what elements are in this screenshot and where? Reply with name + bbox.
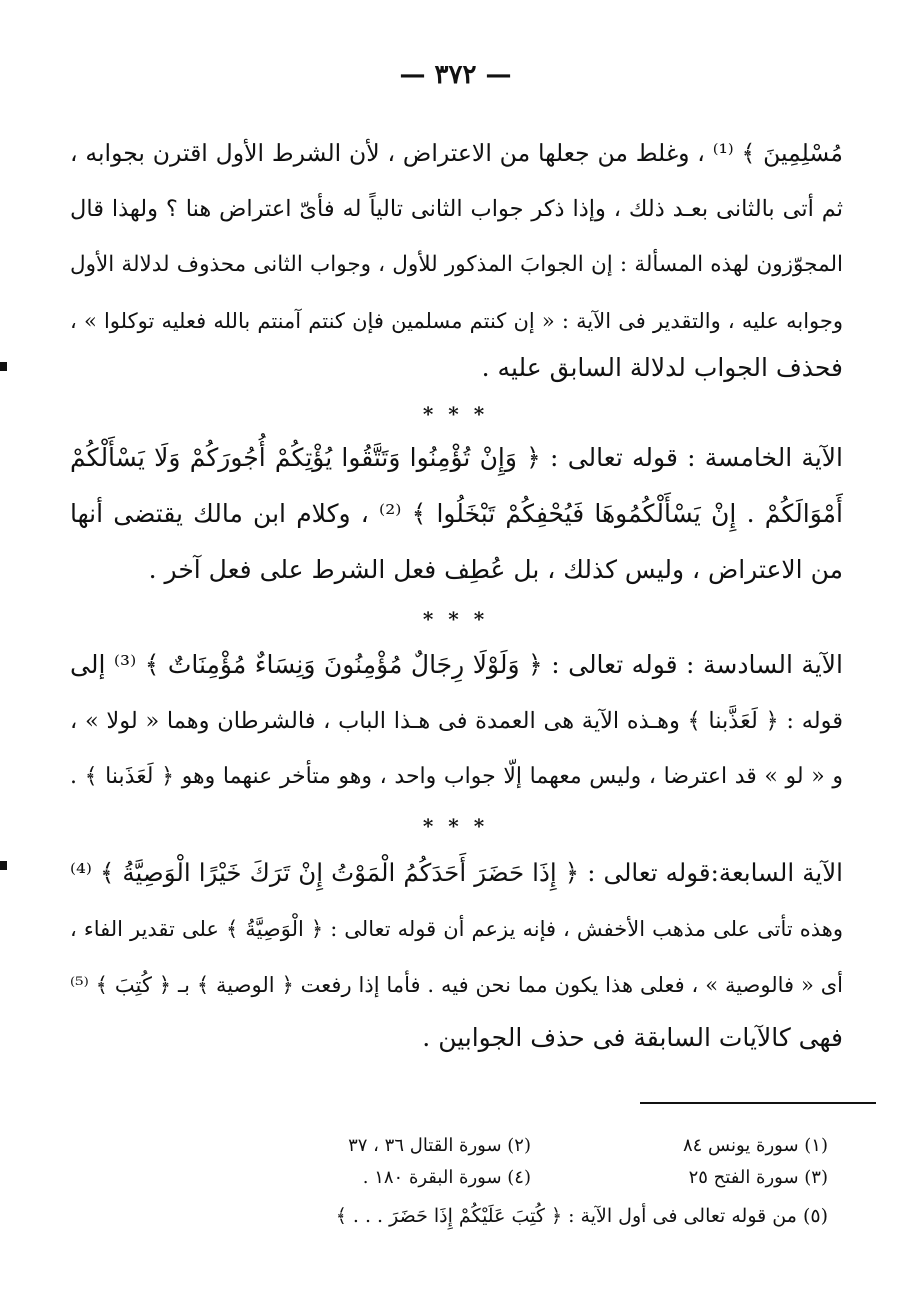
section-separator-3: * * * (422, 814, 489, 838)
text-line-9: الآية السادسة : قوله تعالى : ﴿ وَلَوْلَا رِجَالٌ مُؤْمِنُونَ وَنِسَاءٌ مُؤْمِنَاتٌ ﴾ ⁽³⁾ إلى (70, 650, 843, 679)
section-separator-1: * * * (422, 402, 489, 426)
text-line-8: من الاعتراض ، وليس كذلك ، بل عُطِف فعل الشرط على فعل آخر . (148, 555, 843, 584)
footnote-4: (٤) سورة البقرة ١٨٠ . (362, 1167, 531, 1188)
text-line-7: أَمْوَالَكُمْ . إِنْ يَسْأَلْكُمُوهَا فَيُحْفِكُمْ تَبْخَلُوا ﴾ ⁽²⁾ ، وكلام ابن مالك يقتضى أنها (70, 499, 843, 528)
text-line-11: و « لو » قد اعترضا ، وليس معهما إلّا جواب واحد ، وهو متأخر عنهما وهو ﴿ لَعَذَبنا ﴾ . (70, 764, 843, 789)
section-separator-2: * * * (422, 607, 489, 631)
text-line-5: فحذف الجواب لدلالة السابق عليه . (481, 353, 843, 382)
text-line-4: وجوابه عليه ، والتقدير فى الآية : « إن كنتم مسلمين فإن كنتم آمنتم بالله فعليه توكلوا » ، (70, 309, 843, 333)
footnote-1: (١) سورة يونس ٨٤ (682, 1135, 828, 1156)
text-line-13: وهذه تأتى على مذهب الأخفش ، فإنه يزعم أن قوله تعالى : ﴿ الْوَصِيَّةُ ﴾ على تقدير الفاء ، (70, 917, 843, 941)
text-line-6: الآية الخامسة : قوله تعالى : ﴿ وَإِنْ تُؤْمِنُوا وَتَتَّقُوا يُؤْتِكُمْ أُجُورَكُمْ وَلَا يَسْأَلْكُمْ (70, 443, 843, 472)
footnote-5: (٥) من قوله تعالى فى أول الآية : ﴿ كُتِبَ عَلَيْكُمْ إِذَا حَضَرَ . . . ﴾ (335, 1205, 828, 1227)
text-line-3: المجوّزون لهذه المسألة : إن الجوابَ المذكور للأول ، وجواب الثانى محذوف لدلالة الأول (70, 252, 843, 277)
text-line-15: فهى كالآيات السابقة فى حذف الجوابين . (422, 1023, 843, 1052)
margin-mark-top (0, 362, 7, 371)
page-number: — ٣٧٢ — (399, 60, 512, 90)
text-line-14: أى « فالوصية » ، فعلى هذا يكون مما نحن فيه . فأما إذا رفعت ﴿ الوصية ﴾ بـ ﴿ كُتِبَ ﴾ ⁽⁵⁾ (70, 973, 843, 997)
text-line-12: الآية السابعة:قوله تعالى : ﴿ إِذَا حَضَرَ أَحَدَكُمُ الْمَوْتُ إِنْ تَرَكَ خَيْرًا الْوَصِيَّةُ ﴾ ⁽⁴⁾ (70, 858, 843, 887)
footnote-3: (٣) سورة الفتح ٢٥ (688, 1167, 828, 1188)
footnote-rule (640, 1102, 876, 1104)
margin-mark-bottom (0, 861, 7, 870)
text-line-1: مُسْلِمِينَ ﴾ ⁽¹⁾ ، وغلط من جعلها من الاعتراض ، لأن الشرط الأول اقترن بجوابه ، (70, 139, 843, 167)
footnote-2: (٢) سورة القتال ٣٦ ، ٣٧ (348, 1135, 531, 1156)
text-line-10: قوله : ﴿ لَعَذَّبنا ﴾ وهـذه الآية هى العمدة فى هـذا الباب ، فالشرطان وهما « لولا » ، (70, 708, 843, 734)
text-line-2: ثم أتى بالثانى بعـد ذلك ، وإذا ذكر جواب الثانى تالياً له فأىّ اعتراض هنا ؟ ولهذا قال (70, 196, 843, 222)
